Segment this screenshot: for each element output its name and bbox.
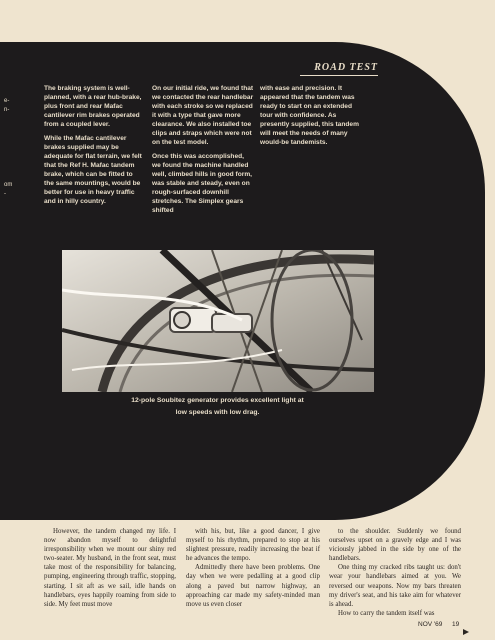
page-number: 19	[452, 621, 460, 628]
bicycle-generator-image	[62, 250, 374, 392]
panel-paragraph: with ease and precision. It appeared that the tandem was ready to start on an extended tour with confidence. As presently supplied, this tandem will meet the needs of many would-be tandemists.	[260, 85, 359, 146]
body-paragraph: with his, but, like a good dancer, I give myself to his rhythm, prepared to stop at his slightest pressure, readily increasing the beat if he advances the tempo.	[186, 528, 320, 563]
panel-column-1	[44, 84, 144, 211]
section-title: ROAD TEST	[314, 62, 378, 73]
body-paragraph: Admittedly there have been problems. One day when we were pedalling at a good clip along a paved but narrow highway, an approaching car made my safety-minded man move us even closer	[186, 564, 320, 608]
strip-fragment: e-	[4, 98, 10, 104]
body-paragraph: to the shoulder. Suddenly we found ourselves upset on a gravely edge and I was viciously jabbed in the side by one of the handlebars.	[329, 528, 461, 563]
panel-column-3	[260, 84, 364, 152]
strip-fragment: om	[4, 182, 13, 188]
body-paragraph: How to carry the tandem itself was	[338, 609, 435, 617]
photo-caption: 12-pole Soubitez generator provides excellent light at low speeds with low drag.	[131, 397, 304, 416]
body-column-3	[329, 527, 461, 618]
body-paragraph: However, the tandem changed my life. I now abandon myself to delightful irresponsibility when we mount our shiny red two-seater. My husband, in the front seat, must take most of the responsibility for balancing, pumping, engineering through traffic, stopping, starting. I sit aft as we sail, idle hands on handlebars, eyes happily roaming from side to side. My feet must move	[44, 528, 176, 608]
panel-column-2	[152, 84, 254, 220]
continue-arrow-icon	[463, 629, 469, 635]
body-column-2	[186, 527, 320, 609]
previous-page-strip	[0, 42, 15, 520]
strip-fragment: -	[4, 191, 6, 197]
body-column-1	[44, 527, 176, 609]
panel-paragraph: Once this was accomplished, we found the machine handled well, climbed hills in good form, was stable and steady, even on rough-surfaced downhill stretches. The Simplex gears shifted	[152, 153, 253, 214]
body-paragraph: One thing my cracked ribs taught us: don't wear your handlebars aimed at you. We reversed our weapons. Now my bars threaten my driver's seat, and his take aim for whatever is ahead.	[329, 564, 461, 608]
issue-date: NOV '69	[418, 621, 443, 628]
generator-photo	[62, 250, 374, 392]
panel-paragraph: The braking system is well-planned, with a rear hub-brake, plus front and rear Mafac cantilever rim brakes operated from a coupled lever.	[44, 85, 142, 128]
panel-paragraph: On our initial ride, we found that we contacted the rear handlebar with each stroke so we replaced it with a type that gave more clearance. We also installed toe clips and straps which were not on the test model.	[152, 85, 254, 146]
panel-paragraph: While the Mafac cantilever brakes supplied may be adequate for flat terrain, we felt that the Ref H. Mafac tandem brake, which can be fitted to the same mountings, would be better for use in heavy traffic and in hilly country.	[44, 135, 142, 205]
strip-fragment: n-	[4, 107, 10, 113]
section-header	[300, 62, 378, 76]
